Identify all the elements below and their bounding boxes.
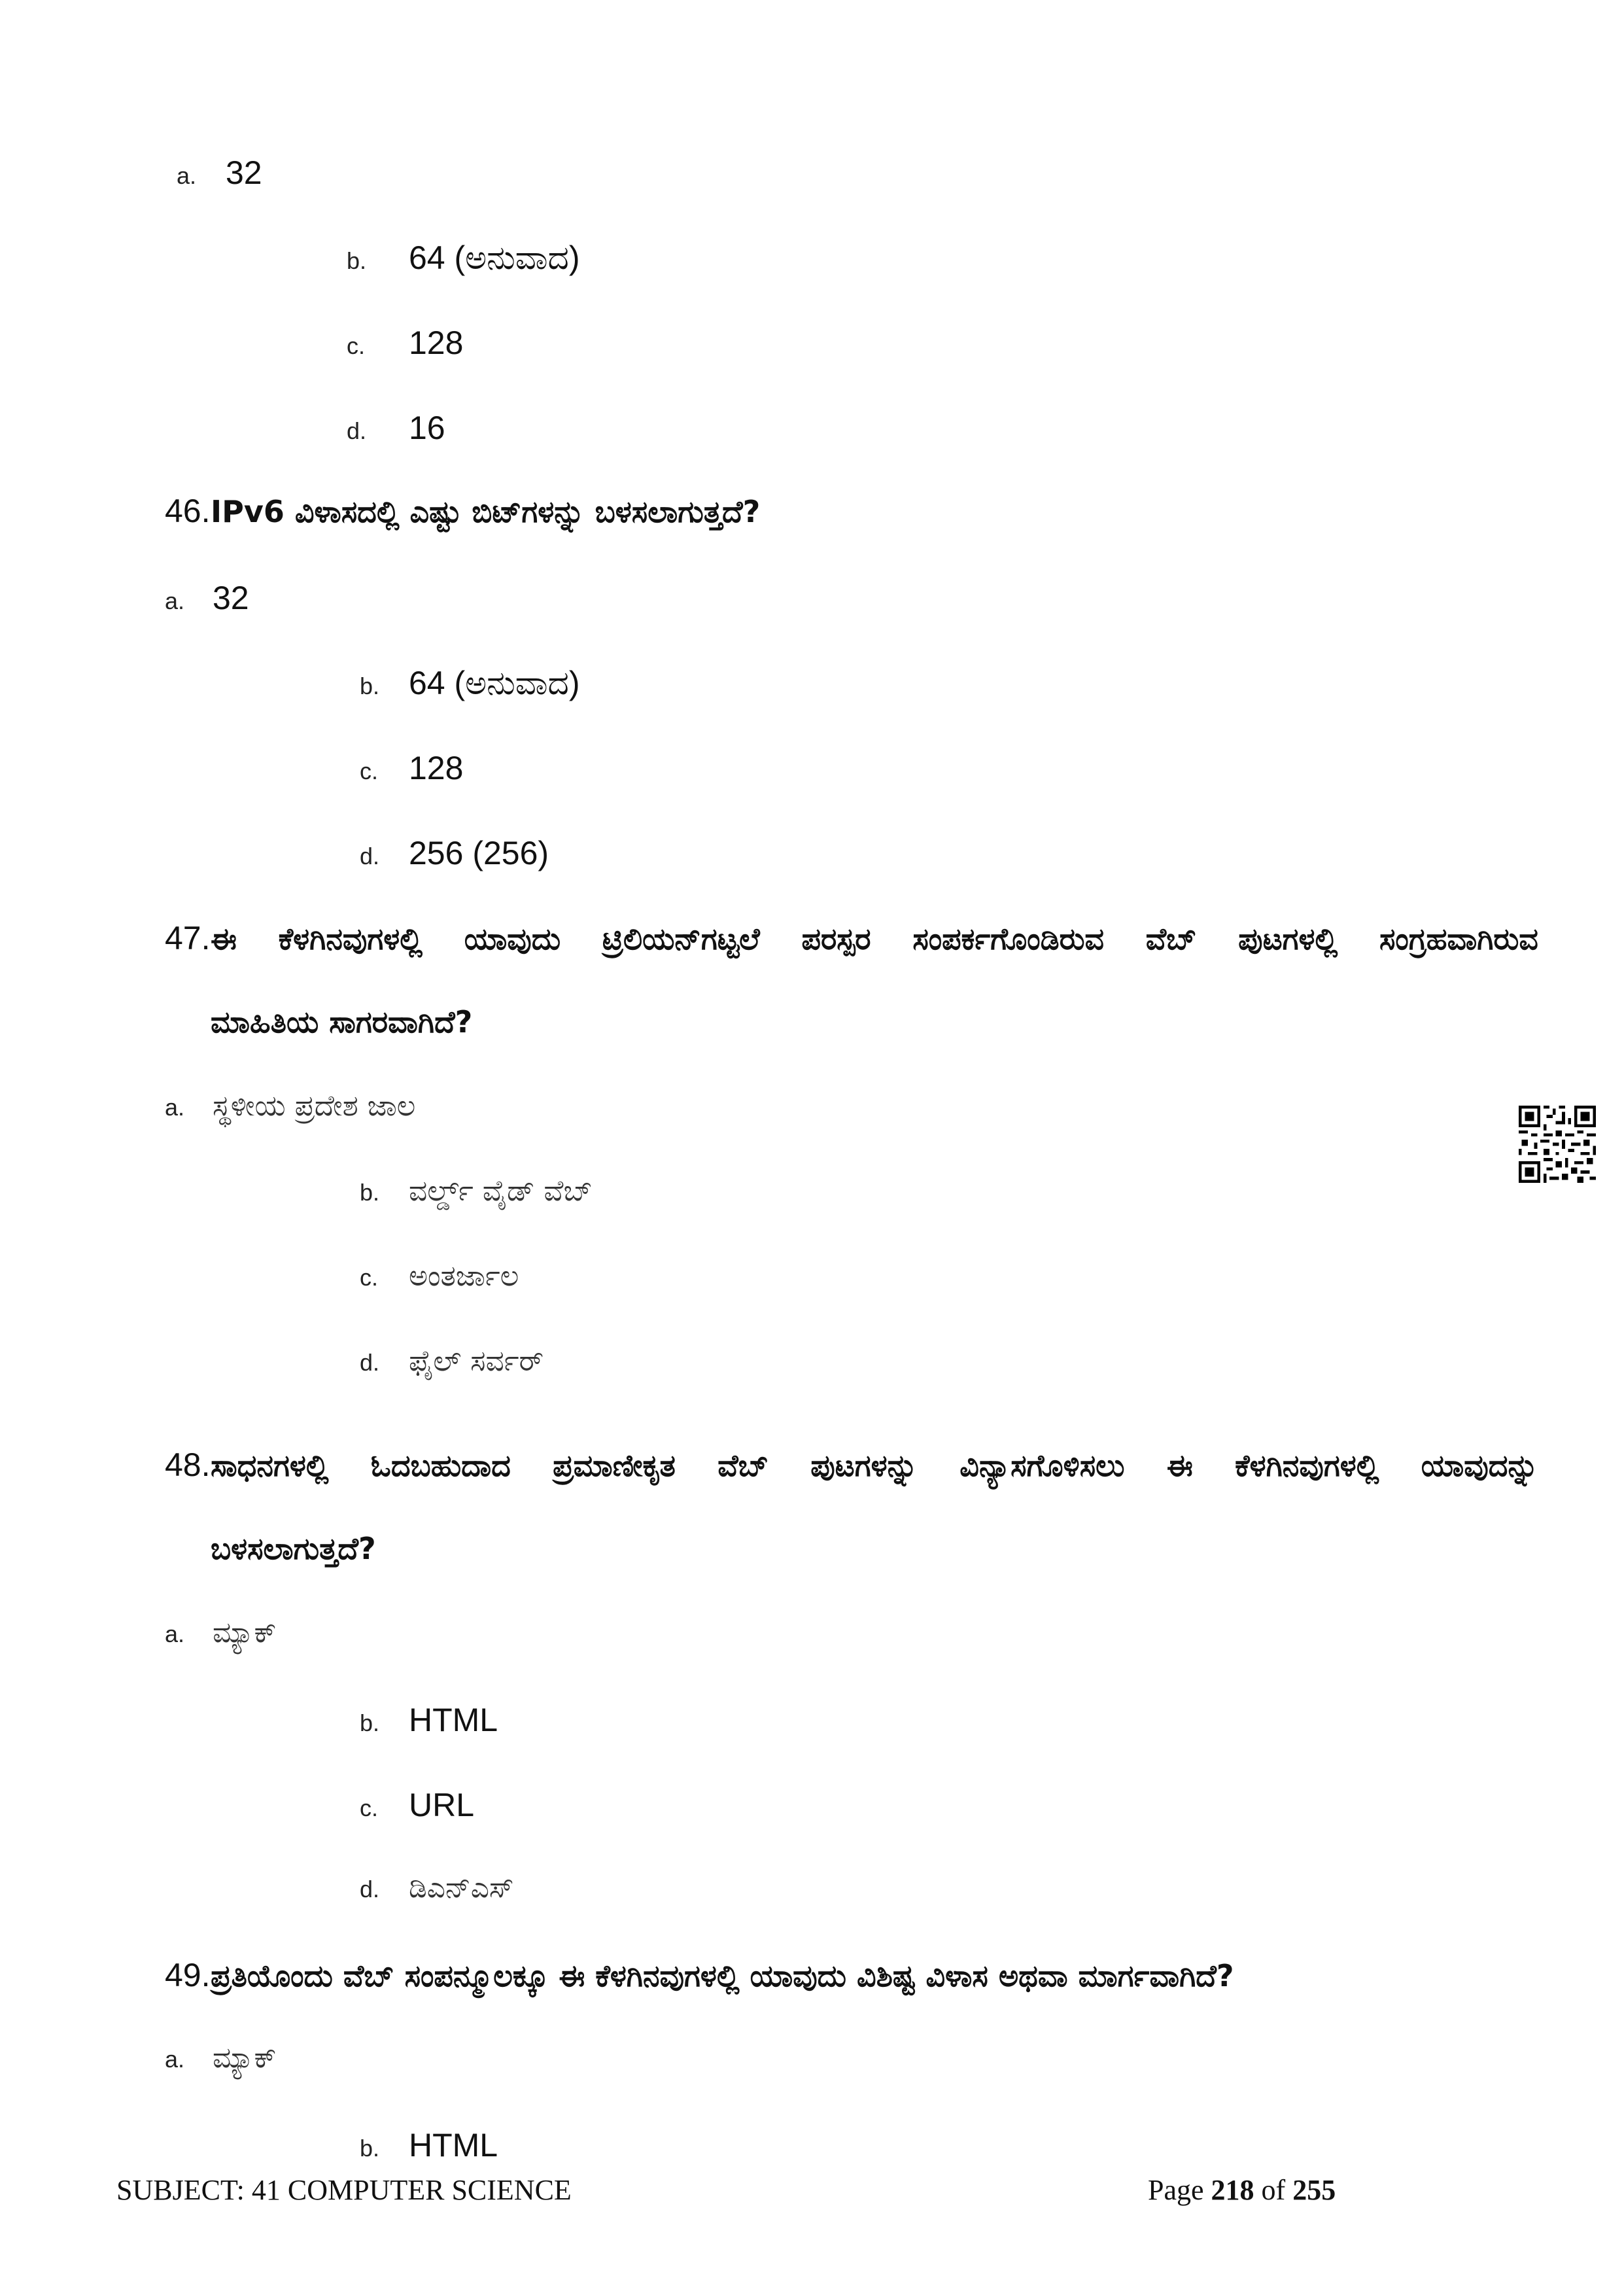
- option-letter: b.: [347, 247, 367, 274]
- question-48: [165, 1446, 1538, 1484]
- option-row: [347, 409, 445, 447]
- word: ಓದಬಹುದಾದ: [370, 1448, 511, 1483]
- option-row: [360, 749, 463, 787]
- option-letter: b.: [360, 2135, 380, 2162]
- option-row: [360, 834, 549, 872]
- option-text: 64 (ಅನುವಾದ): [409, 239, 580, 276]
- word: ವಿನ್ಯಾಸಗೊಳಿಸಲು: [959, 1448, 1125, 1483]
- option-letter: b.: [360, 673, 380, 699]
- word: ಕೆಳಗಿನವುಗಳಲ್ಲಿ: [278, 921, 423, 956]
- word: ಸಂಪರ್ಕಗೊಂಡಿರುವ: [912, 921, 1105, 956]
- option-row: [360, 1701, 498, 1739]
- option-text: URL: [409, 1787, 475, 1823]
- option-text: ಫೈಲ್ ಸರ್ವರ್: [409, 1344, 544, 1378]
- option-text: ಅಂತರ್ಜಾಲ: [409, 1259, 519, 1293]
- option-row: [165, 579, 249, 617]
- word: ಪರಸ್ಪರ: [801, 921, 871, 956]
- option-row: [360, 1786, 474, 1824]
- option-row: [177, 154, 262, 192]
- question-number: 48.: [165, 1446, 211, 1483]
- page-total: 255: [1292, 2174, 1336, 2206]
- option-text: 64 (ಅನುವಾದ): [409, 665, 580, 701]
- option-letter: d.: [360, 1349, 380, 1376]
- word: ಕೆಳಗಿನವುಗಳಲ್ಲಿ: [1235, 1448, 1379, 1483]
- word: ಯಾವುದನ್ನು: [1421, 1448, 1538, 1483]
- option-text: 16: [409, 410, 445, 446]
- option-text: ಮ್ಯಾಕ್: [213, 1616, 277, 1649]
- footer-subject: SUBJECT: 41 COMPUTER SCIENCE: [116, 2174, 572, 2206]
- word: ಯಾವುದು: [464, 921, 561, 956]
- page-prefix: Page: [1148, 2174, 1204, 2206]
- option-letter: c.: [360, 758, 379, 784]
- qr-code-icon: [1519, 1106, 1596, 1183]
- option-letter: a.: [165, 2046, 185, 2073]
- word: ಪುಟಗಳನ್ನು: [810, 1448, 918, 1483]
- word: ಈ: [211, 921, 237, 956]
- option-row: [165, 1616, 277, 1649]
- option-text: 32: [213, 580, 249, 616]
- option-letter: c.: [360, 1264, 379, 1291]
- option-text: HTML: [409, 1702, 498, 1738]
- option-letter: d.: [360, 1876, 380, 1902]
- option-row: [165, 1089, 415, 1123]
- option-text: ಡಿಎನ್ಎಸ್: [409, 1871, 514, 1904]
- option-text: 32: [226, 154, 262, 191]
- question-number: 47.: [165, 920, 211, 956]
- word: ಪ್ರಮಾಣೀಕೃತ: [553, 1448, 676, 1483]
- option-row: [360, 1871, 514, 1904]
- question-49: [165, 1956, 1234, 1995]
- option-letter: a.: [165, 587, 185, 614]
- question-text-line-1: [211, 921, 1538, 958]
- question-text-line-2: ಮಾಹಿತಿಯ ಸಾಗರವಾಗಿದೆ?: [211, 1004, 473, 1040]
- option-row: [360, 664, 580, 703]
- option-letter: d.: [360, 843, 380, 869]
- option-text: ಮ್ಯಾಕ್: [213, 2041, 277, 2075]
- option-text: 128: [409, 750, 464, 786]
- page-of: of: [1261, 2174, 1286, 2206]
- word: ವೆಬ್: [717, 1448, 769, 1483]
- word: ಸಾಧನಗಳಲ್ಲಿ: [211, 1448, 329, 1483]
- option-letter: d.: [347, 417, 367, 444]
- option-text: ವರ್ಲ್ಡ್ ವೈಡ್ ವೆಬ್: [409, 1174, 593, 1208]
- question-number: 46.: [165, 493, 211, 529]
- option-text: ಸ್ಥಳೀಯ ಪ್ರದೇಶ ಜಾಲ: [213, 1089, 416, 1123]
- option-letter: a.: [165, 1621, 185, 1647]
- option-letter: c.: [360, 1795, 379, 1821]
- footer-page-number: [1148, 2173, 1336, 2207]
- question-47-line-2: [211, 1004, 472, 1041]
- option-text: 256 (256): [409, 835, 549, 871]
- option-row: [347, 239, 580, 277]
- word: ಟ್ರಿಲಿಯನ್‌ಗಟ್ಟಲೆ: [602, 921, 760, 956]
- option-text: HTML: [409, 2127, 498, 2164]
- option-letter: a.: [177, 162, 197, 189]
- option-letter: c.: [347, 332, 366, 359]
- page-current: 218: [1211, 2174, 1254, 2206]
- option-row: [360, 1174, 593, 1208]
- word: ಪುಟಗಳಲ್ಲಿ: [1238, 921, 1338, 956]
- option-row: [360, 1259, 519, 1293]
- question-48-line-2: [211, 1531, 376, 1568]
- word: ಸಂಗ್ರಹವಾಗಿರುವ: [1379, 921, 1538, 956]
- question-number: 49.: [165, 1957, 211, 1993]
- question-47: [165, 919, 1538, 958]
- option-letter: b.: [360, 1179, 380, 1206]
- option-text: 128: [409, 324, 464, 361]
- option-row: [360, 2126, 498, 2164]
- option-letter: b.: [360, 1709, 380, 1736]
- question-text-line-1: [211, 1448, 1538, 1484]
- option-row: [347, 324, 463, 362]
- question-text: ಪ್ರತಿಯೊಂದು ವೆಬ್ ಸಂಪನ್ಮೂಲಕ್ಕೂ ಈ ಕೆಳಗಿನವುಗಳಲ್ಲಿ ಯಾವುದು ವಿಶಿಷ್ಟ ವಿಳಾಸ ಅಥವಾ ಮಾರ್ಗವಾಗಿದೆ?: [211, 1958, 1234, 1993]
- question-text: IPv6 ವಿಳಾಸದಲ್ಲಿ ಎಷ್ಟು ಬಿಟ್‌ಗಳನ್ನು ಬಳಸಲಾಗುತ್ತದೆ?: [211, 494, 761, 529]
- question-text-line-2: ಬಳಸಲಾಗುತ್ತದೆ?: [211, 1531, 376, 1566]
- word: ಈ: [1166, 1448, 1193, 1483]
- option-row: [165, 2041, 277, 2075]
- option-row: [360, 1344, 544, 1378]
- question-46: [165, 492, 760, 531]
- option-letter: a.: [165, 1094, 185, 1121]
- word: ವೆಬ್: [1145, 921, 1197, 956]
